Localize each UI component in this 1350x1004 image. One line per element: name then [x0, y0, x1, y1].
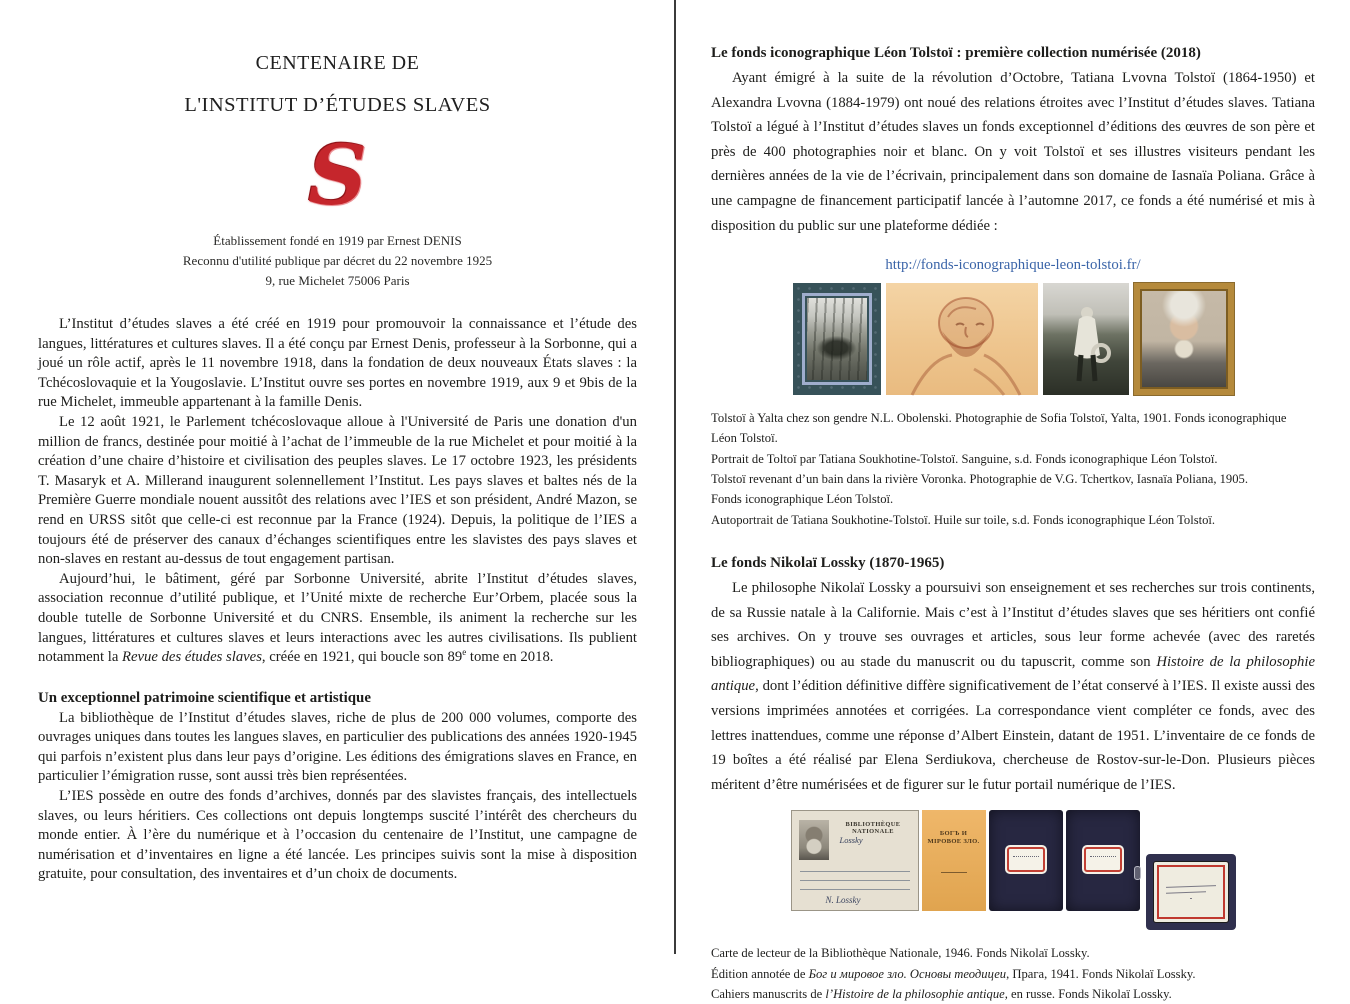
- histoire-title-italic: Histoire de la philosophie antique: [711, 653, 1315, 695]
- institution-details: [38, 231, 637, 291]
- caption-line: Autoportrait de Tatiana Soukhotine-Tolstoï. Huile sur toile, s.d. Fonds iconographique Léon Tolstoï.: [711, 512, 1216, 527]
- caption-italic: l’Histoire de la philosophie antique,: [825, 986, 1008, 1001]
- paragraph-lossky: [711, 576, 1315, 797]
- caption-text: Carte de lecteur de la Bibliothèque Nationale, 1946. Fonds Nikolaï Lossky.: [711, 946, 1090, 961]
- caption-line: [711, 943, 1315, 963]
- revue-title-italic: Revue des études slaves: [122, 649, 262, 666]
- oil-portrait-tatiana: [1134, 283, 1234, 395]
- document-title-line1: CENTENAIRE DE: [255, 52, 420, 74]
- heading-patrimoine: Un exceptionnel patrimoine scientifique et artistique: [38, 689, 371, 706]
- yalta-bw-photo: [807, 298, 867, 380]
- paragraph-archives: L’IES possède en outre des fonds d’archives, donnés par des slavistes français, des intellectuels slaves, ou leurs héritiers. Ces collections ont depuis longtemps suscité l’intérêt des chercheurs du monde entier. À l’ère du numérique et à l’occasion du centenaire de l’Institut, une campagne de numérisation et d’inventaires en ligne a été lancée. Les principes suivis sont la mise à disposition gratuite, pour consultation, des inventaires et d’un choix de documents.: [38, 788, 637, 883]
- paragraph-today: [38, 570, 637, 668]
- caption-line: [711, 984, 1315, 1004]
- reader-card-name: Lossky: [839, 835, 863, 846]
- tolstoi-captions: [711, 408, 1315, 530]
- left-body: [38, 315, 637, 885]
- caption-italic: Бог и мировое зло. Основы теодицеи: [808, 966, 1007, 981]
- notebook-label: [1007, 847, 1045, 872]
- manuscript-notebook-2: [1066, 810, 1140, 911]
- book-cover-title: БОГЪ И МІРОВОЕ ЗЛО.: [927, 830, 980, 846]
- caption-line: Portrait de Toltoï par Tatiana Soukhotine-Tolstoï. Sanguine, s.d. Fonds iconographique Léon Tolstoï.: [711, 451, 1218, 466]
- reader-card-photo: [799, 820, 829, 860]
- sanguine-portrait-tolstoi: [886, 283, 1038, 395]
- lossky-captions: [711, 943, 1315, 1004]
- caption-line: Tolstoï à Yalta chez son gendre N.L. Obolenski. Photographie de Sofia Tolstoï, Yalta, 1901. Fonds iconographique Léon Tolstoï.: [711, 411, 1287, 446]
- tolstoi-image-strip: [711, 283, 1315, 395]
- handwritten-label: [1153, 861, 1229, 923]
- book-cover-rule: [941, 872, 967, 873]
- paragraph-lossky-end: , dont l’édition définitive diffère significativement de l’état conservé à l’IES. Il existe aussi des versions imprimées annotées et corrigées. La correspondance vient compléter ce fonds, avec des lettres inattendues, comme une réponse d’Albert Einstein, datant de 1951. L’inventaire de ce fonds de 19 boîtes a été réalisé par Elena Serdiukova, chercheuse de Rostov-sur-le-Don. Plusieurs pièces méritent d’être numérisées et de figurer sur le futur portail numérique de l’IES.: [711, 678, 1315, 793]
- decree-line: Reconnu d'utilité publique par décret du 22 novembre 1925: [182, 253, 493, 268]
- paragraph-today-mid: , créée en 1921, qui boucle son 89: [261, 649, 463, 666]
- ornate-photo-frame: [802, 293, 872, 385]
- manuscript-notebook-1: [989, 810, 1063, 911]
- photo-tolstoi-field: [1043, 283, 1129, 395]
- paragraph-today-end: tome en 2018.: [466, 649, 554, 666]
- heading-fonds-lossky: Le fonds Nikolaï Lossky (1870-1965): [711, 554, 945, 571]
- notebook-label: [1084, 847, 1122, 872]
- heading-fonds-tolstoi: Le fonds iconographique Léon Tolstoï : première collection numérisée (2018): [711, 45, 1201, 61]
- paragraph-donation-1921: Le 12 août 1921, le Parlement tchécoslovaque alloue à l'Université de Paris une donation d'un million de francs, destinée pour moitié à l’achat de l’immeuble de la rue Michelet et pour moitié à la création d’une chaire d’histoire et civilisation des peuples slaves. Le 17 octobre 1923, les présidents T. Masaryk et A. Millerand inaugurent solennellement l’Institut. Les pays slaves et baltes nés de la Première Guerre mondiale nouent aussitôt des relations avec l’IES et son président, André Mazon, se rend en URSS sitôt que celle-ci est reconnue par la France (1924). Depuis, la politique de l’IES a toujours été de préserver des canaux d’échanges scientifiques entre les slavistes des pays slaves et non-slaves en restant au-dessus de tout engagement partisan.: [38, 413, 637, 568]
- notebook-cover-label-card: [1146, 854, 1236, 930]
- caption-text: , Прага, 1941. Fonds Nikolaï Lossky.: [1006, 966, 1196, 981]
- institute-logo: [38, 128, 637, 224]
- document-title-line2: L'INSTITUT D’ÉTUDES SLAVES: [184, 94, 491, 116]
- ordinal-superscript: e: [462, 647, 467, 658]
- caption-line: Tolstoï revenant d’un bain dans la rivière Voronka. Photographie de V.G. Tchertkov, Iasnaïa Poliana, 1905.: [711, 472, 1248, 487]
- paragraph-bibliotheque: La bibliothèque de l’Institut d’études slaves, riche de plus de 200 000 volumes, comporte des ouvrages uniques dans toutes les langues slaves, en particulier des publications des années 1920-1945 qui parfois n’existent plus dans leur pays d’origine. Les éditions des émigrations slaves en France, en particulier l’émigration russe, sont aussi très bien représentées.: [38, 709, 637, 785]
- fonds-tolstoi-link[interactable]: http://fonds-iconographique-leon-tolstoi.fr/: [885, 257, 1141, 274]
- paragraph-lossky-text: Le philosophe Nikolaï Lossky a poursuivi son enseignement et ses recherches sur trois continents, de sa Russie natale à la Californie. Mais c’est à l’Institut d’études slaves que ses héritiers ont confié ses archives. On y trouve ses ouvrages et articles, sous leur forme achevée (avec des raretés bibliographiques) ou au stade du manuscrit ou du tapuscrit, comme son: [711, 579, 1315, 670]
- paragraph-creation-1919: L’Institut d’études slaves a été créé en 1919 pour promouvoir la connaissance et l’étude des langues, littératures et cultures slaves. Il a été conçu par Ernest Denis, professeur à la Sorbonne, qui a joué un rôle actif, après le 11 novembre 1918, dans la fondation de deux nouveaux États slaves : la Tchécoslovaquie et la Yougoslavie. L’Institut ouvre ses portes en novembre 1919, aux 9 et 9bis de la rue Michelet, immeuble appartenant à la famille Denis.: [38, 316, 637, 411]
- caption-line: Fonds iconographique Léon Tolstoï.: [711, 492, 894, 507]
- address-line: 9, rue Michelet 75006 Paris: [265, 273, 410, 288]
- photo-tolstoi-yalta-framed: [793, 283, 881, 395]
- lossky-image-strip: [711, 810, 1315, 930]
- reader-card-image: [791, 810, 919, 911]
- reader-card-handwriting: [800, 863, 910, 890]
- annotated-book-cover: [922, 810, 986, 911]
- founding-line: Établissement fondé en 1919 par Ernest DENIS: [213, 233, 462, 248]
- page-right: [676, 0, 1350, 1001]
- ornate-initial-s-logo: S: [307, 128, 368, 224]
- link-row: [711, 256, 1315, 274]
- caption-text: Cahiers manuscrits de: [711, 986, 826, 1001]
- paragraph-today-text: Aujourd’hui, le bâtiment, géré par Sorbonne Université, abrite l’Institut d’études slaves, association reconnue d’utilité publique, et l’Unité mixte de recherche Eur’Orbem, placée sous la double tutelle de Sorbonne Université et du CNRS. Ensemble, ils animent la recherche sur les langues, littératures et cultures slaves et leurs interactions avec les autres civilisations. Ils publient notamment la: [38, 570, 637, 666]
- sanguine-sketch: [886, 283, 1038, 395]
- caption-line: [711, 964, 1315, 984]
- paragraph-tolstoi: Ayant émigré à la suite de la révolution d’Octobre, Tatiana Lvovna Tolstoï (1864-1950) et Alexandra Lvovna (1884-1979) ont noué des relations étroites avec l’Institut d’études slaves. Tatiana Tolstoï a légué à l’Institut d’études slaves un fonds exceptionnel d’éditions des œuvres de son père et près de 400 photographies noir et blanc. On y voit Tolstoï et ses illustres visiteurs pendant les dernières années de la vie de l’écrivain, principalement dans son domaine de Iasnaïa Poliana. Grâce à une campagne de financement participatif lancée à l’automne 2017, ce fonds a été numérisé et mis à disposition du public sur une plateforme dédiée :: [711, 70, 1315, 234]
- notebook-clasp: [1134, 866, 1141, 880]
- field-figure: [1043, 283, 1129, 395]
- caption-text: Édition annotée de: [711, 966, 809, 981]
- page-left: [0, 0, 674, 954]
- caption-text: en russe. Fonds Nikolaï Lossky.: [1007, 986, 1172, 1001]
- reader-card-header: BIBLIOTHÈQUE NATIONALE: [845, 821, 901, 836]
- reader-card-signature: N. Lossky: [825, 895, 861, 906]
